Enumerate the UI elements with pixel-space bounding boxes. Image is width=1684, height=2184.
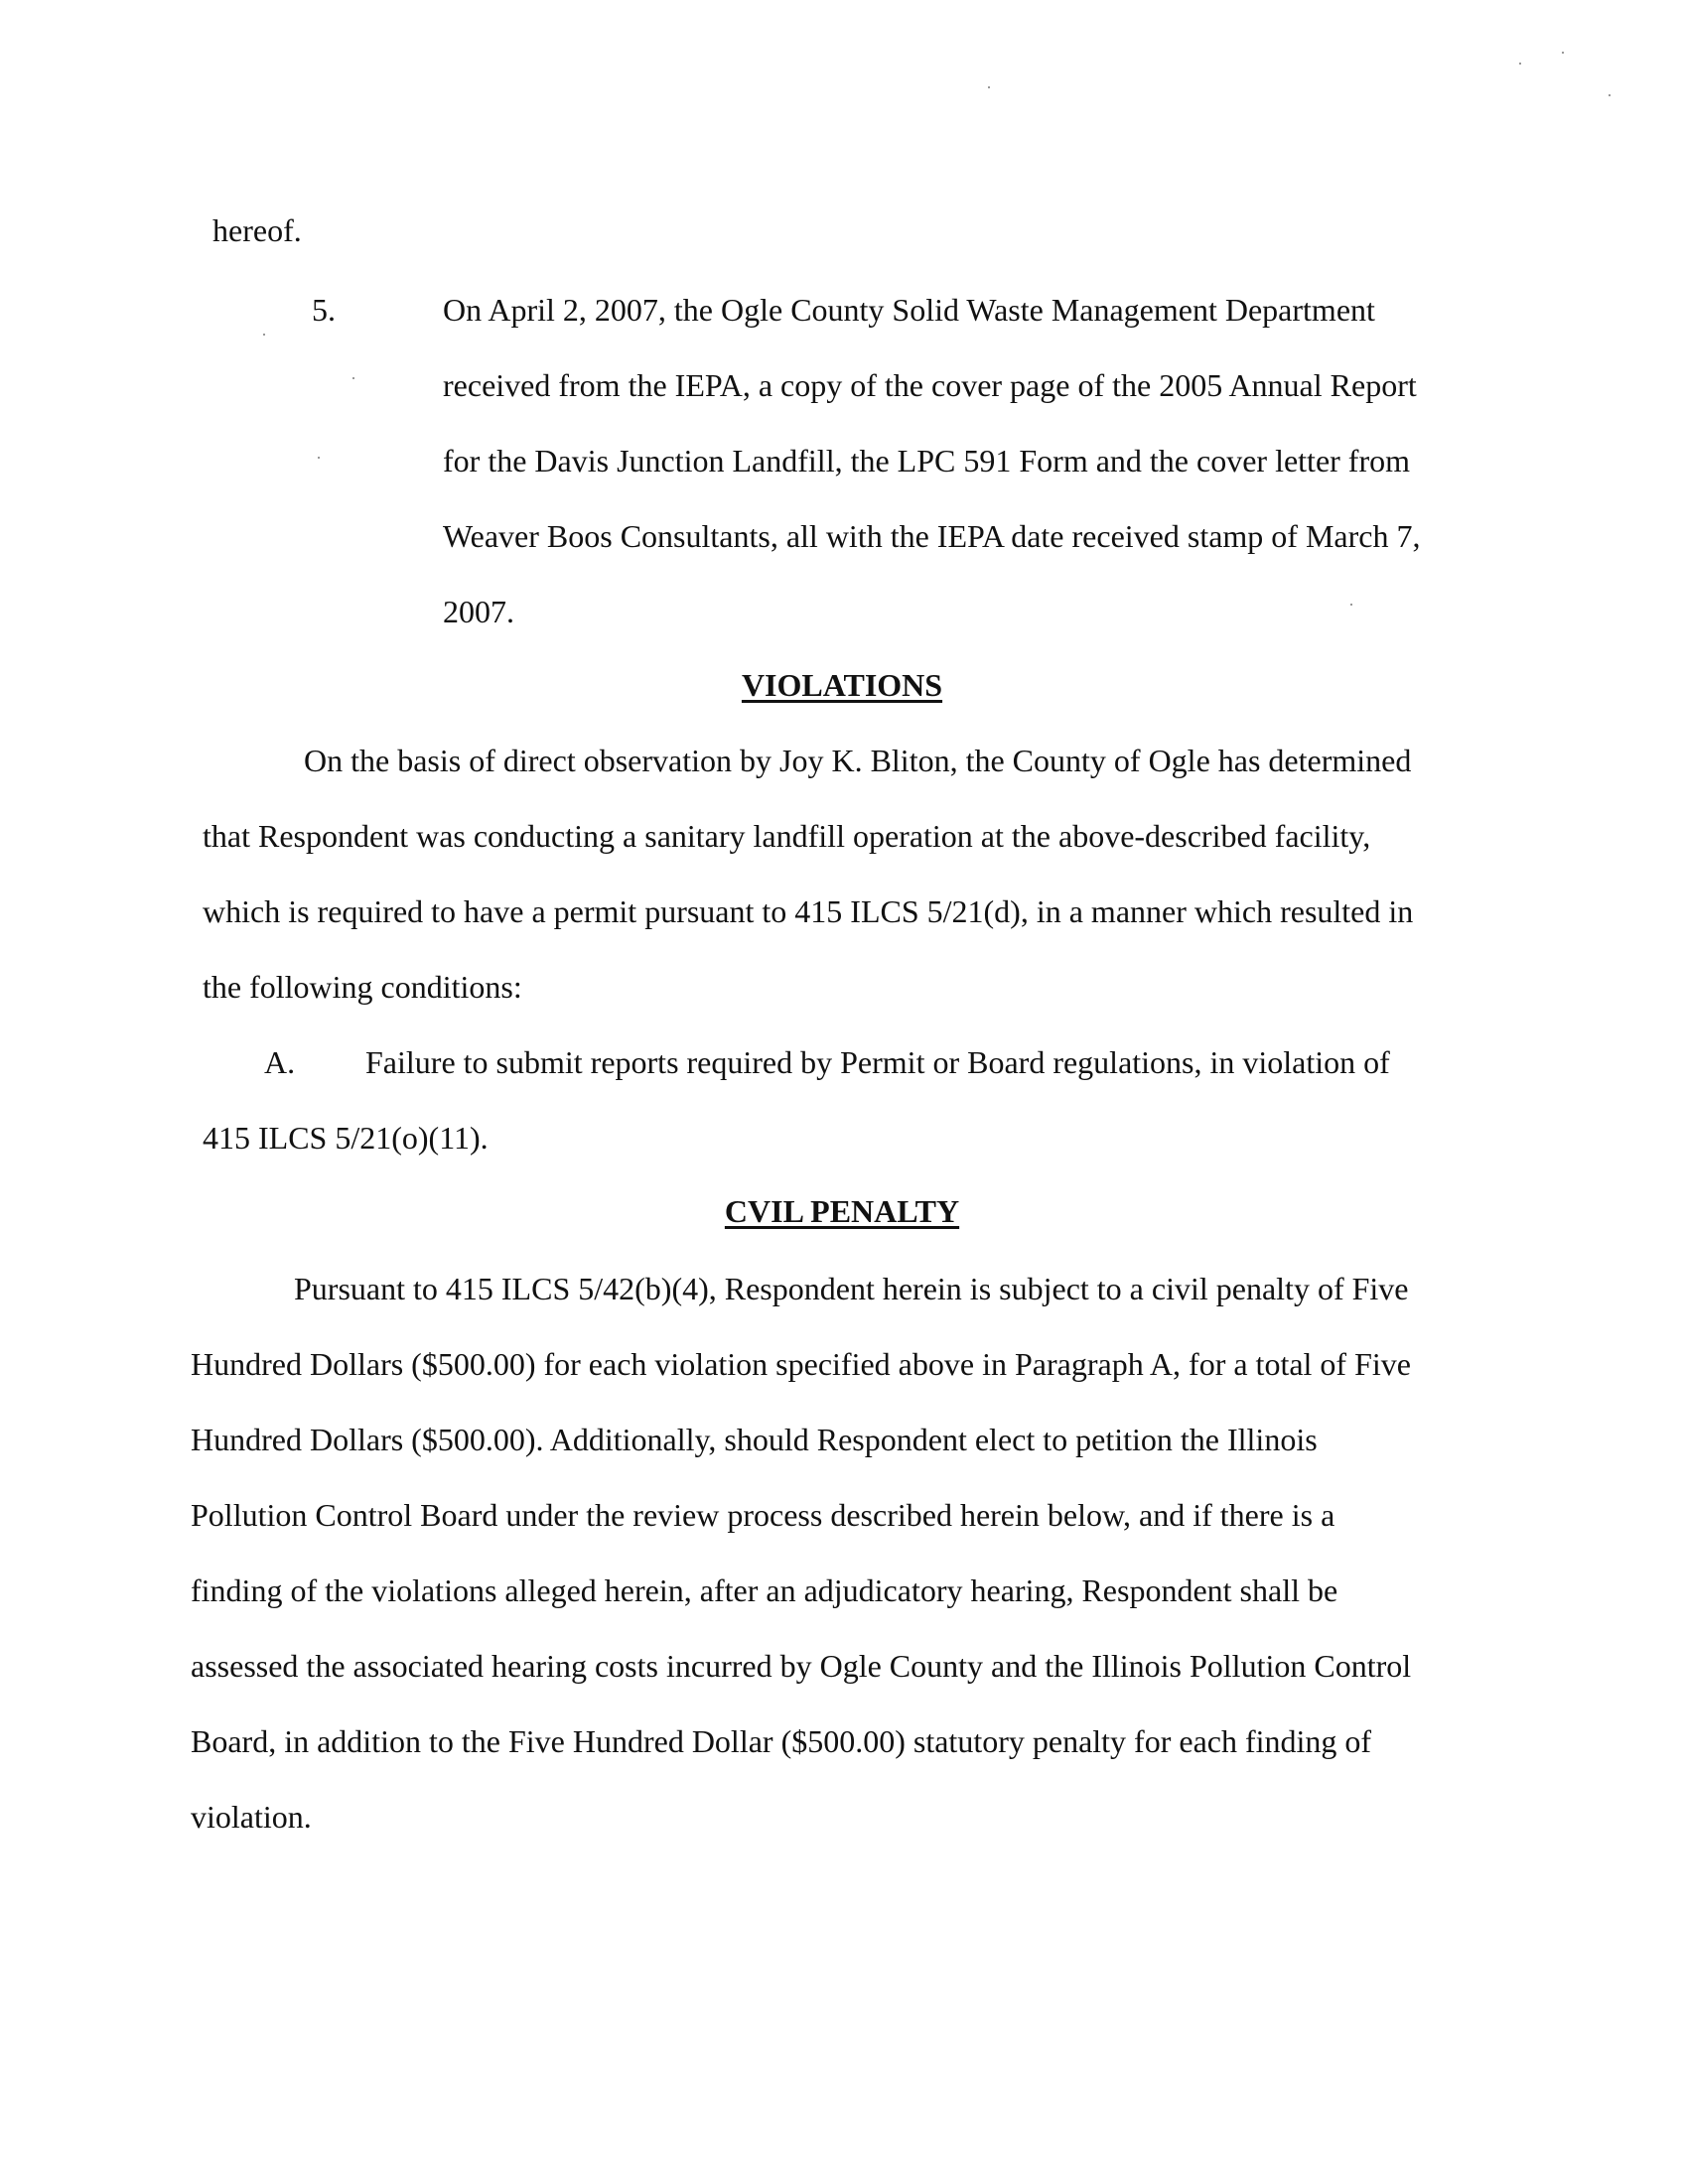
scan-speck	[1519, 63, 1521, 65]
paragraph-5-number: 5.	[312, 292, 336, 328]
scan-speck	[988, 86, 990, 88]
paragraph-5-line: received from the IEPA, a copy of the cover page of the 2005 Annual Report	[443, 367, 1417, 403]
item-a-text-line: Failure to submit reports required by Permit or Board regulations, in violation of	[365, 1044, 1390, 1080]
civil-penalty-heading: CVIL PENALTY	[724, 1193, 960, 1229]
violations-text-line: that Respondent was conducting a sanitary landfill operation at the above-described facility,	[203, 818, 1371, 854]
scan-speck	[1609, 94, 1611, 96]
violations-text-line: On the basis of direct observation by Joy K. Bliton, the County of Ogle has determined	[304, 743, 1412, 778]
paragraph-5-line: for the Davis Junction Landfill, the LPC 591 Form and the cover letter from	[443, 443, 1410, 478]
item-a-label: A.	[264, 1044, 296, 1080]
paragraph-5-line: Weaver Boos Consultants, all with the IEPA date received stamp of March 7,	[443, 518, 1421, 554]
paragraph-5-line: On April 2, 2007, the Ogle County Solid Waste Management Department	[443, 292, 1375, 328]
violations-text-line: the following conditions:	[203, 969, 522, 1005]
civil-penalty-text-line: Hundred Dollars ($500.00). Additionally, should Respondent elect to petition the Illinois	[191, 1422, 1318, 1457]
violations-heading: VIOLATIONS	[741, 667, 943, 703]
civil-penalty-text-line: Board, in addition to the Five Hundred Dollar ($500.00) statutory penalty for each finding of	[191, 1723, 1372, 1759]
paragraph-4-tail: hereof.	[212, 212, 302, 248]
violations-text-line: which is required to have a permit pursuant to 415 ILCS 5/21(d), in a manner which resulted in	[203, 893, 1414, 929]
civil-penalty-text-line: Pursuant to 415 ILCS 5/42(b)(4), Respondent herein is subject to a civil penalty of Five	[294, 1271, 1409, 1306]
scan-speck	[1350, 604, 1352, 606]
item-a-text-line: 415 ILCS 5/21(o)(11).	[203, 1120, 489, 1156]
civil-penalty-text-line: Pollution Control Board under the review process described herein below, and if there is a	[191, 1497, 1335, 1533]
scan-speck	[1562, 52, 1564, 54]
civil-penalty-text-line: Hundred Dollars ($500.00) for each violation specified above in Paragraph A, for a total of Five	[191, 1346, 1411, 1382]
scan-speck	[263, 334, 265, 336]
civil-penalty-text-line: assessed the associated hearing costs incurred by Ogle County and the Illinois Pollution Control	[191, 1648, 1412, 1684]
civil-penalty-text-line: violation.	[191, 1799, 312, 1835]
civil-penalty-text-line: finding of the violations alleged herein, after an adjudicatory hearing, Respondent shall be	[191, 1572, 1338, 1608]
paragraph-5-line: 2007.	[443, 594, 514, 629]
scan-speck	[352, 377, 354, 379]
scan-speck	[318, 457, 320, 459]
